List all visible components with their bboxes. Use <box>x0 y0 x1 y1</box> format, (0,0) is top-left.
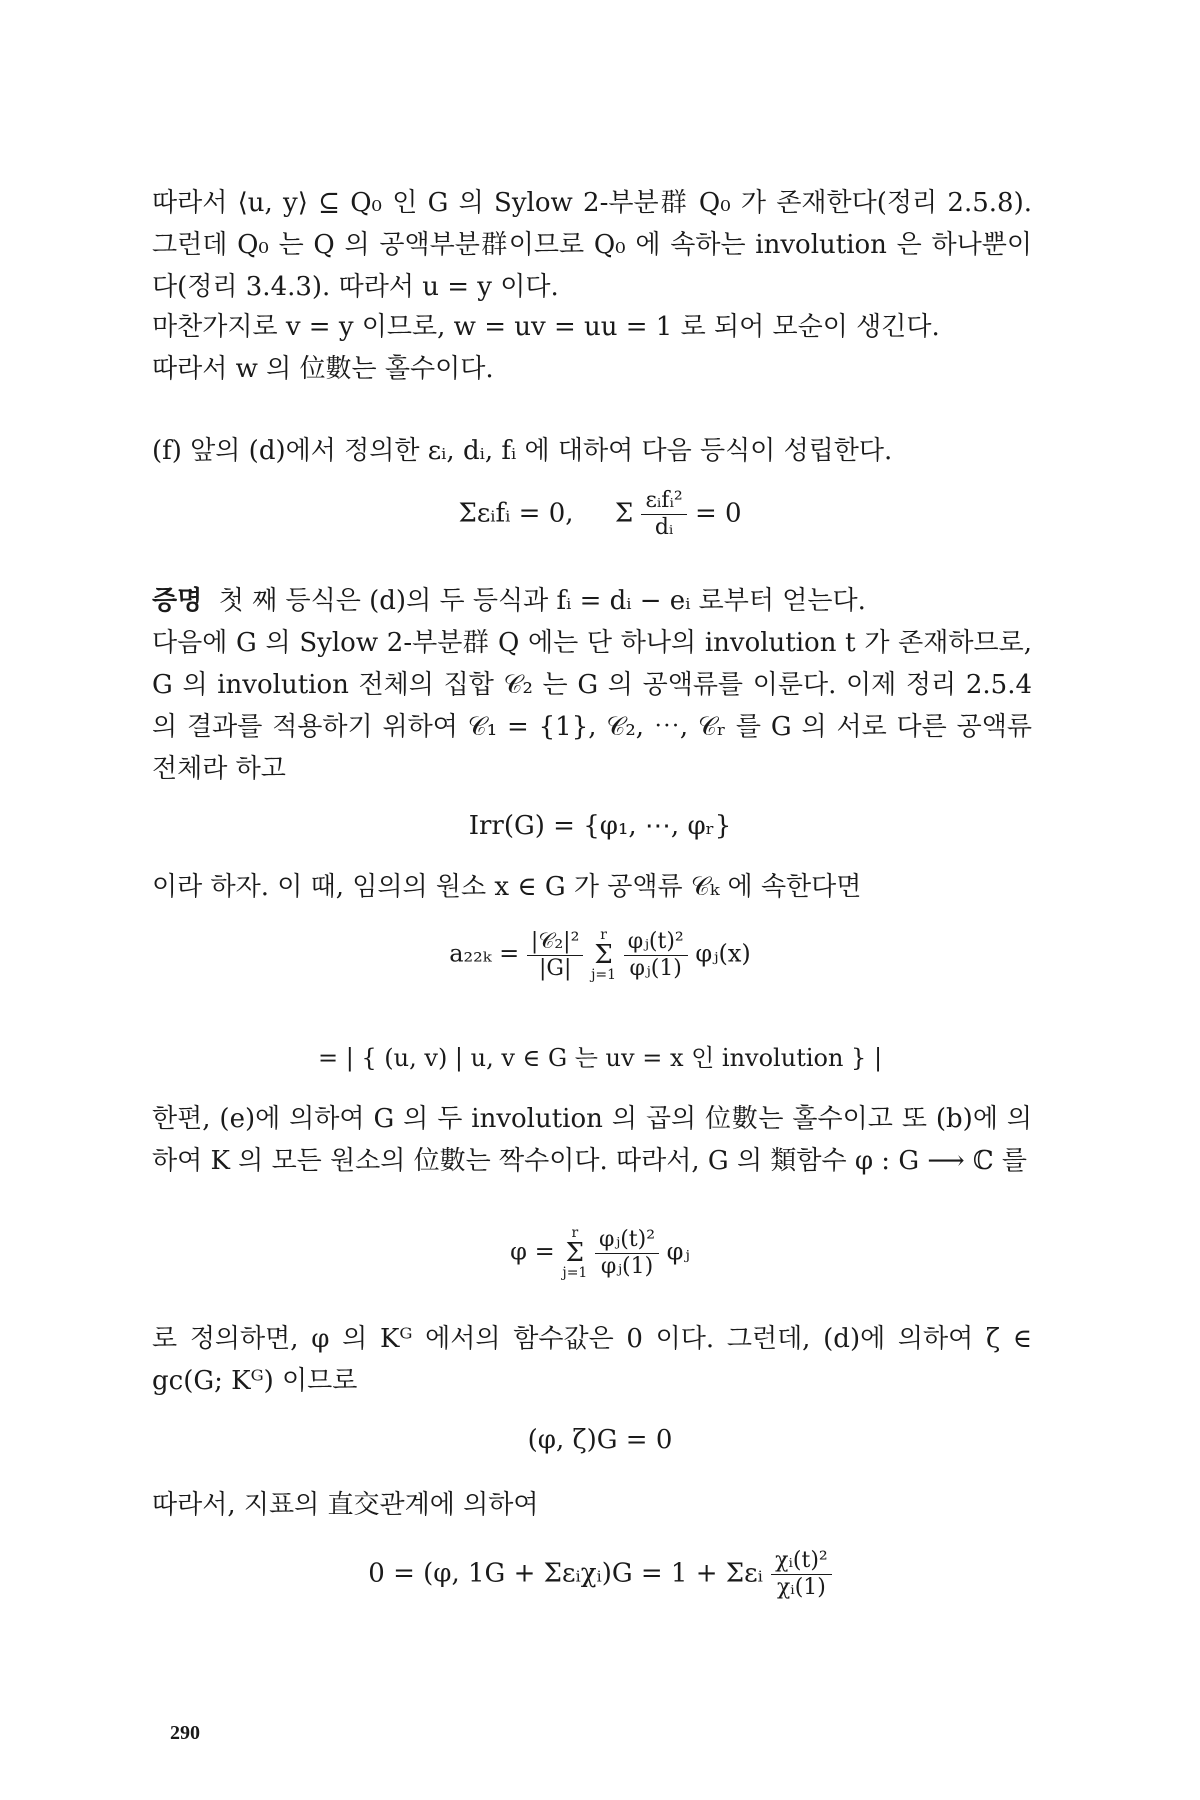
paragraph-function-value: 로 정의하면, φ 의 Kᴳ 에서의 함수값은 0 이다. 그런데, (d)에 의하여 ζ ∈ gc(G; Kᴳ) 이므로 <box>152 1324 1032 1396</box>
equation-phi-definition <box>0 1226 1200 1280</box>
fraction-denominator: χᵢ(1) <box>776 1575 826 1600</box>
summation-symbol: Σ <box>565 1238 585 1268</box>
paragraph-orthogonality: 따라서, 지표의 直交관계에 의하여 <box>152 1490 539 1520</box>
proof-first-line: 첫 째 등식은 (d)의 두 등식과 fᵢ = dᵢ − eᵢ 로부터 얻는다. <box>218 586 866 616</box>
fraction-chi-ratio <box>771 1548 832 1601</box>
equation-phi-lhs: φ = <box>510 1237 555 1266</box>
fraction-denominator: |G| <box>538 955 572 981</box>
fraction-numerator: φⱼ(t)² <box>595 1227 659 1254</box>
equation-orthogonality-lhs: 0 = (φ, 1G + Σεᵢχᵢ)G = 1 + Σεᵢ <box>368 1558 763 1589</box>
equation-equals-zero: = 0 <box>694 498 742 529</box>
paragraph-sylow-subgroup: 따라서 ⟨u, y⟩ ⊆ Q₀ 인 G 의 Sylow 2-부분群 Q₀ 가 존재한다(정리 2.5.8). 그런데 Q₀ 는 Q 의 공액부분群이므로 Q₀ 에 속하는 involution 은 하나뿐이다(정리 3.4.3). 따라서 u = y 이다. <box>152 188 1032 302</box>
paragraph-class-function: 한편, (e)에 의하여 G 의 두 involution 의 곱의 位數는 홀수이고 또 (b)에 의하여 K 의 모든 원소의 位數는 짝수이다. 따라서, G 의 類함수 φ : G ⟶ ℂ 를 <box>152 1104 1032 1176</box>
summation-symbol: Σ <box>594 940 613 970</box>
fraction-numerator: χᵢ(t)² <box>771 1548 832 1575</box>
equation-a22k <box>0 928 1200 982</box>
equation-orthogonality <box>0 1548 1200 1601</box>
page-number: 290 <box>170 1722 200 1744</box>
proof-label: 증명 <box>152 586 203 616</box>
fraction-eps-f2-over-d <box>641 488 686 541</box>
paragraph-item-f: (f) 앞의 (d)에서 정의한 εᵢ, dᵢ, fᵢ 에 대하여 다음 등식이 성립한다. <box>152 436 893 466</box>
equation-involution-count: = | { (u, v) | u, v ∈ G 는 uv = x 인 involution } | <box>317 1044 883 1072</box>
equation-identities <box>0 488 1200 541</box>
paragraph-conjugacy-class: 이라 하자. 이 때, 임의의 원소 x ∈ G 가 공액류 𝒞ₖ 에 속한다면 <box>152 872 862 902</box>
fraction-class-size <box>527 929 584 982</box>
paragraph-proof <box>152 580 1032 622</box>
summation <box>591 928 616 982</box>
equation-irr-g: Irr(G) = {φ₁, ⋯, φᵣ} <box>468 811 732 841</box>
summation-lower: j=1 <box>562 1265 588 1281</box>
fraction-phi-ratio <box>595 1227 659 1280</box>
fraction-numerator: φⱼ(t)² <box>624 929 688 956</box>
paragraph-order-odd: 따라서 w 의 位數는 홀수이다. <box>152 354 494 384</box>
equation-a22k-tail: φⱼ(x) <box>695 939 751 968</box>
fraction-denominator: φⱼ(1) <box>629 955 682 981</box>
summation <box>562 1226 587 1280</box>
paragraph-contradiction: 마찬가지로 v = y 이므로, w = uv = uu = 1 로 되어 모순이 생긴다. <box>152 312 940 342</box>
summation-upper: r <box>571 1225 579 1241</box>
summation-lower: j=1 <box>591 967 617 983</box>
equation-a22k-lhs: a₂₂ₖ = <box>449 939 520 968</box>
fraction-denominator: φⱼ(1) <box>600 1253 654 1279</box>
fraction-denominator: dᵢ <box>654 515 674 540</box>
equation-inner-product: (φ, ζ)G = 0 <box>527 1425 673 1455</box>
paragraph-involution-class: 다음에 G 의 Sylow 2-부분群 Q 에는 단 하나의 involution t 가 존재하므로, G 의 involution 전체의 집합 𝒞₂ 는 G 의 공액류를 이룬다. 이제 정리 2.5.4의 결과를 적용하기 위하여 𝒞₁ = {1}, 𝒞₂, ⋯, 𝒞ᵣ 를 G 의 서로 다른 공액류 전체라 하고 <box>152 628 1032 784</box>
equation-sum-symbol: Σ <box>614 498 634 529</box>
summation-upper: r <box>600 927 607 943</box>
equation-phi-tail: φⱼ <box>666 1237 690 1266</box>
equation-sum-eps-f: Σεᵢfᵢ = 0, <box>458 498 574 529</box>
fraction-character-ratio <box>624 929 688 982</box>
fraction-numerator: εᵢfᵢ² <box>641 488 686 515</box>
fraction-numerator: |𝒞₂|² <box>527 929 584 956</box>
